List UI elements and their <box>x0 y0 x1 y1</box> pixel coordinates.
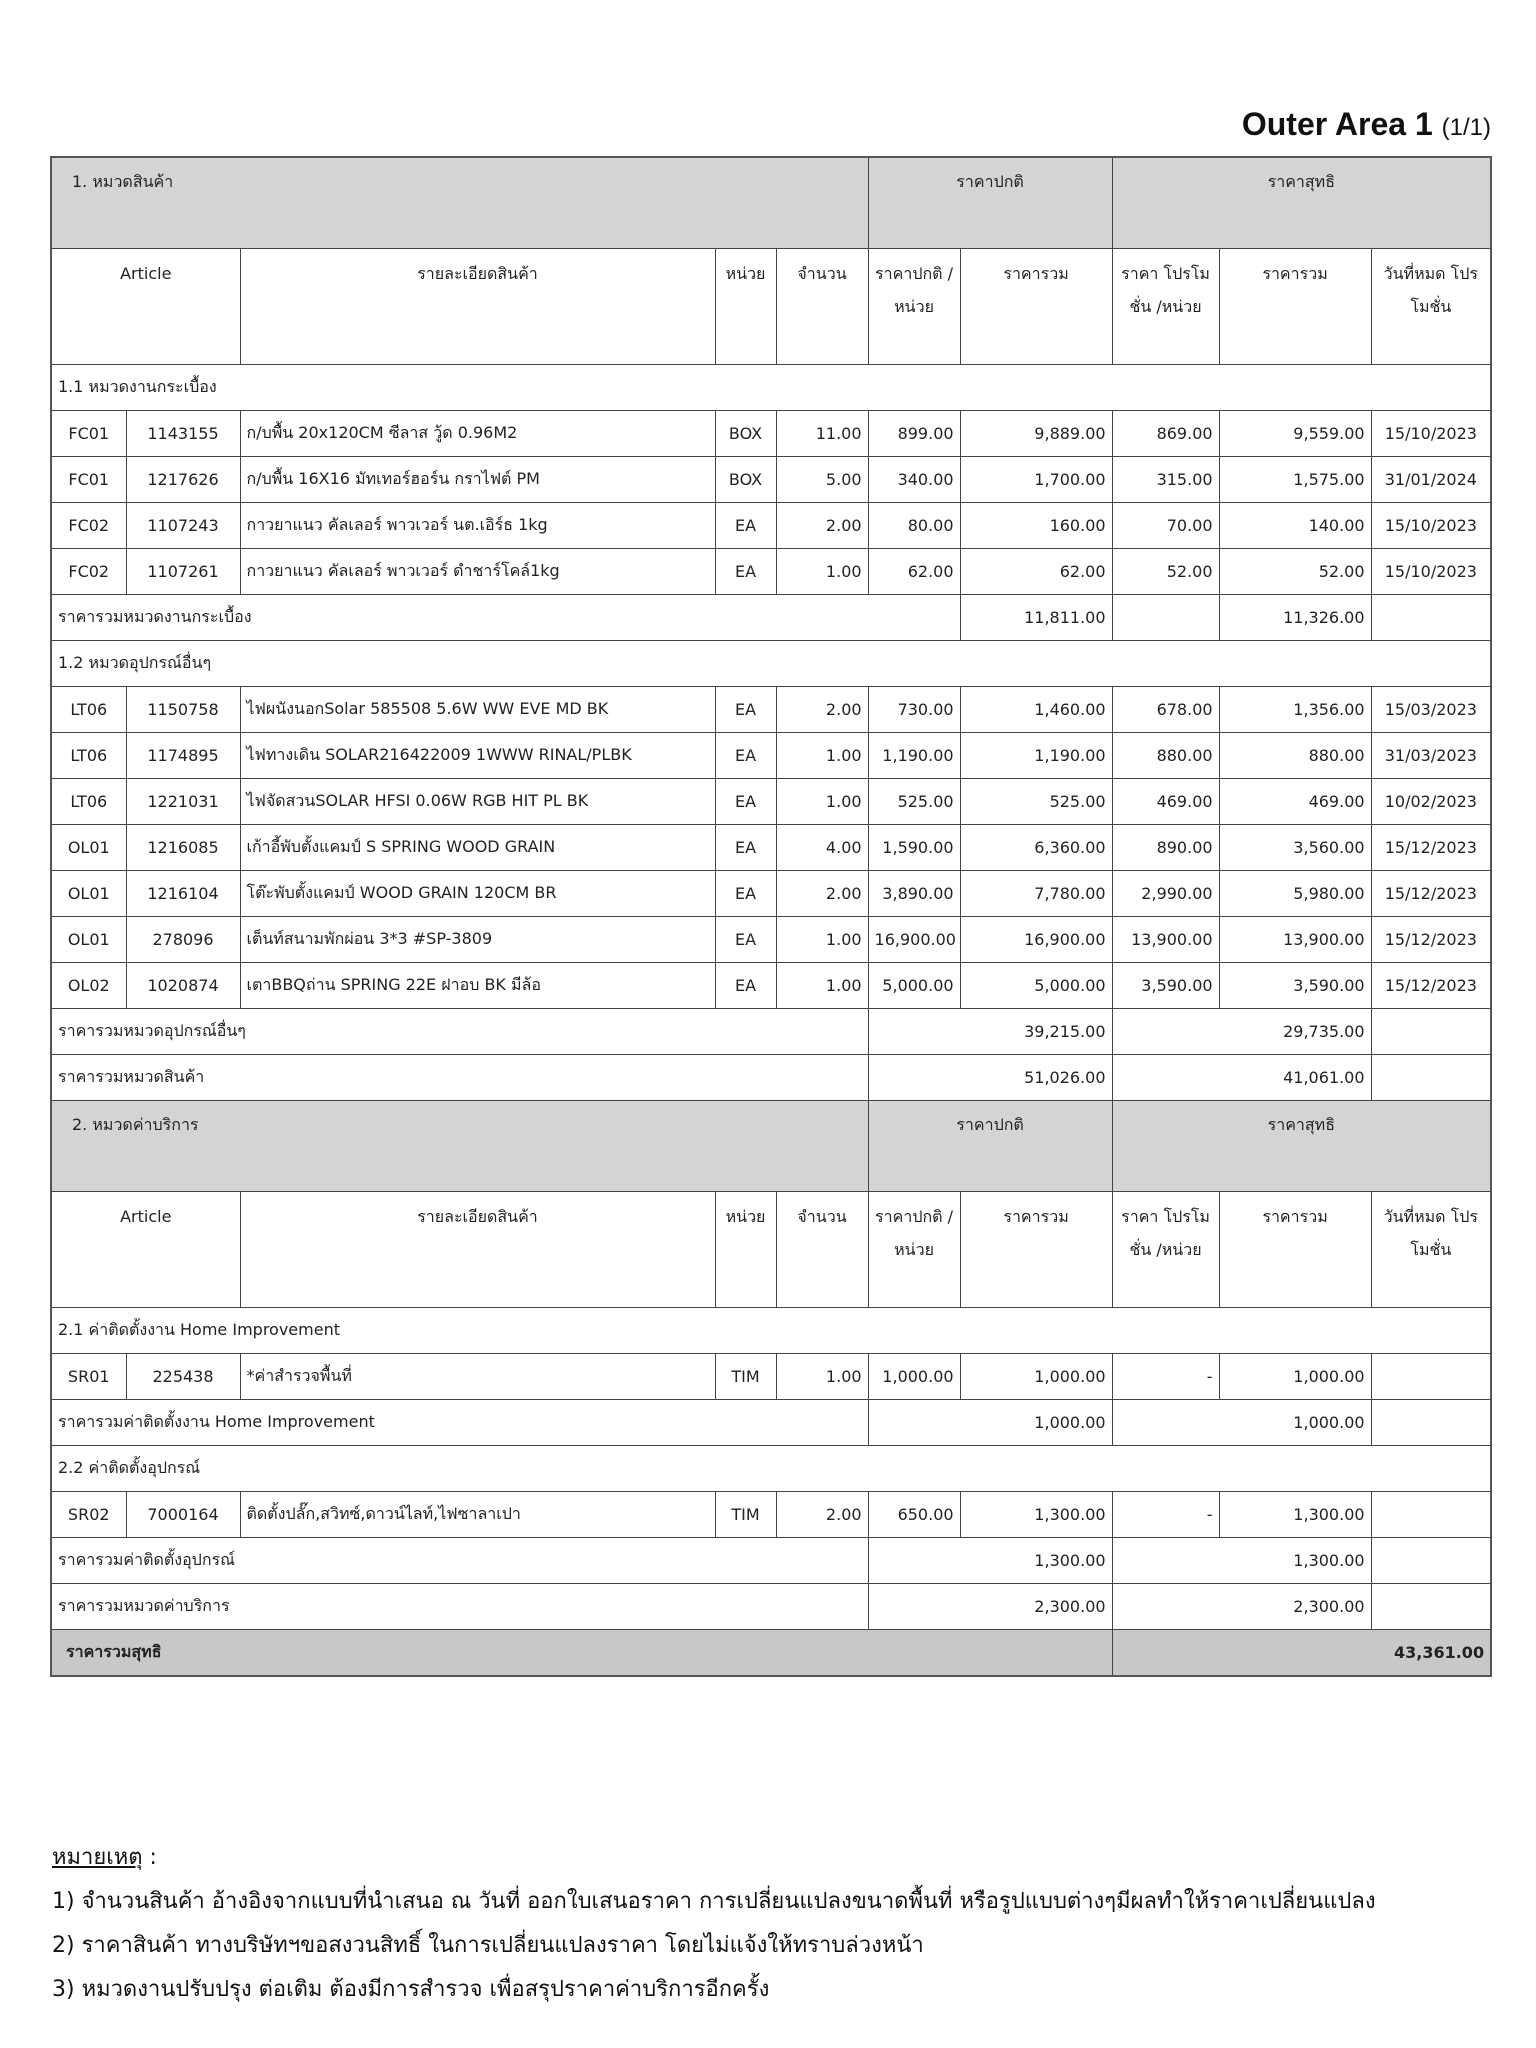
section-total-regular: 2,300.00 <box>868 1584 1112 1630</box>
item-promo-end-date: 31/01/2024 <box>1371 457 1491 503</box>
item-sku: 7000164 <box>126 1492 240 1538</box>
item-sku: 1107261 <box>126 549 240 595</box>
item-promo-unit-price: 890.00 <box>1112 825 1219 871</box>
section-total-net: 41,061.00 <box>1112 1055 1371 1101</box>
item-net-total: 5,980.00 <box>1219 871 1371 917</box>
item-code: OL01 <box>51 917 126 963</box>
notes <box>52 1836 1376 2012</box>
item-code: SR01 <box>51 1354 126 1400</box>
item-code: FC01 <box>51 411 126 457</box>
table-row <box>51 779 1491 825</box>
item-net-total: 880.00 <box>1219 733 1371 779</box>
subsection-row <box>51 1446 1491 1492</box>
item-promo-unit-price: 52.00 <box>1112 549 1219 595</box>
subtotal-regular: 39,215.00 <box>868 1009 1112 1055</box>
item-promo-unit-price: 869.00 <box>1112 411 1219 457</box>
page-title <box>1242 106 1491 143</box>
item-sku: 1143155 <box>126 411 240 457</box>
col-regular-unit-price: ราคาปกติ /หน่วย <box>868 1192 960 1308</box>
subsection-items <box>51 687 1491 1009</box>
item-promo-unit-price: 469.00 <box>1112 779 1219 825</box>
item-description: *ค่าสำรวจพื้นที่ <box>240 1354 715 1400</box>
subtotal-label: ราคารวมหมวดงานกระเบื้อง <box>51 595 960 641</box>
item-unit: TIM <box>715 1492 776 1538</box>
item-regular-total: 5,000.00 <box>960 963 1112 1009</box>
item-promo-end-date: 15/12/2023 <box>1371 963 1491 1009</box>
item-unit: EA <box>715 963 776 1009</box>
item-sku: 1150758 <box>126 687 240 733</box>
item-promo-unit-price: 678.00 <box>1112 687 1219 733</box>
item-promo-unit-price: 13,900.00 <box>1112 917 1219 963</box>
item-regular-unit-price: 340.00 <box>868 457 960 503</box>
col-net-total: ราคารวม <box>1219 1192 1371 1308</box>
item-unit: TIM <box>715 1354 776 1400</box>
section-title: 1. หมวดสินค้า <box>51 157 868 249</box>
table-row <box>51 825 1491 871</box>
item-sku: 278096 <box>126 917 240 963</box>
subtotal-regular: 11,811.00 <box>960 595 1112 641</box>
item-qty: 1.00 <box>776 1354 868 1400</box>
subsection-row <box>51 1308 1491 1354</box>
col-promo-unit-price: ราคา โปรโมชั่น /หน่วย <box>1112 249 1219 365</box>
item-sku: 1221031 <box>126 779 240 825</box>
item-qty: 1.00 <box>776 917 868 963</box>
section-total-row <box>51 1584 1491 1630</box>
section-total-label: ราคารวมหมวดค่าบริการ <box>51 1584 868 1630</box>
subtotal-row <box>51 1400 1491 1446</box>
table-row <box>51 687 1491 733</box>
item-promo-end-date: 10/02/2023 <box>1371 779 1491 825</box>
subtotal-row <box>51 1538 1491 1584</box>
item-regular-total: 16,900.00 <box>960 917 1112 963</box>
subtotal-label: ราคารวมค่าติดตั้งอุปกรณ์ <box>51 1538 868 1584</box>
regular-price-group-header: ราคาปกติ <box>868 157 1112 249</box>
item-description: เก้าอี้พับตั้งแคมป์ S SPRING WOOD GRAIN <box>240 825 715 871</box>
item-net-total: 9,559.00 <box>1219 411 1371 457</box>
item-promo-end-date: 15/12/2023 <box>1371 917 1491 963</box>
page-number: (1/1) <box>1441 114 1491 141</box>
subtotal-net: 29,735.00 <box>1112 1009 1371 1055</box>
item-regular-unit-price: 525.00 <box>868 779 960 825</box>
item-net-total: 3,560.00 <box>1219 825 1371 871</box>
net-price-group-header: ราคาสุทธิ <box>1112 157 1491 249</box>
item-code: LT06 <box>51 733 126 779</box>
subtotal-row <box>51 1009 1491 1055</box>
item-qty: 1.00 <box>776 963 868 1009</box>
item-sku: 1020874 <box>126 963 240 1009</box>
col-qty: จำนวน <box>776 1192 868 1308</box>
item-net-total: 469.00 <box>1219 779 1371 825</box>
item-regular-total: 1,190.00 <box>960 733 1112 779</box>
note-line: 2) ราคาสินค้า ทางบริษัทฯขอสงวนสิทธิ์ ในการเปลี่ยนแปลงราคา โดยไม่แจ้งให้ทราบล่วงหน้า <box>52 1933 924 1958</box>
col-description: รายละเอียดสินค้า <box>240 1192 715 1308</box>
subsection-title: 1.1 หมวดงานกระเบื้อง <box>51 365 1491 411</box>
table-row <box>51 503 1491 549</box>
item-qty: 2.00 <box>776 503 868 549</box>
table-row <box>51 1492 1491 1538</box>
subsection-title: 1.2 หมวดอุปกรณ์อื่นๆ <box>51 641 1491 687</box>
item-sku: 1217626 <box>126 457 240 503</box>
item-unit: EA <box>715 779 776 825</box>
item-unit: EA <box>715 687 776 733</box>
item-unit: EA <box>715 871 776 917</box>
col-article: Article <box>51 249 240 365</box>
item-unit: EA <box>715 825 776 871</box>
item-description: ไฟผนังนอกSolar 585508 5.6W WW EVE MD BK <box>240 687 715 733</box>
notes-colon: : <box>142 1845 157 1870</box>
item-regular-total: 1,000.00 <box>960 1354 1112 1400</box>
item-promo-end-date: 15/12/2023 <box>1371 871 1491 917</box>
subtotal-label: ราคารวมค่าติดตั้งงาน Home Improvement <box>51 1400 868 1446</box>
col-promo-unit-price: ราคา โปรโมชั่น /หน่วย <box>1112 1192 1219 1308</box>
subsection-row <box>51 365 1491 411</box>
section-total-net: 2,300.00 <box>1112 1584 1371 1630</box>
col-unit: หน่วย <box>715 1192 776 1308</box>
item-description: โต๊ะพับตั้งแคมป์ WOOD GRAIN 120CM BR <box>240 871 715 917</box>
item-qty: 4.00 <box>776 825 868 871</box>
section-total-row <box>51 1055 1491 1101</box>
item-description: กาวยาแนว คัลเลอร์ พาวเวอร์ นต.เอิร์ธ 1kg <box>240 503 715 549</box>
item-qty: 11.00 <box>776 411 868 457</box>
col-regular-unit-price: ราคาปกติ /หน่วย <box>868 249 960 365</box>
subtotal-regular: 1,000.00 <box>868 1400 1112 1446</box>
item-regular-unit-price: 3,890.00 <box>868 871 960 917</box>
item-regular-total: 9,889.00 <box>960 411 1112 457</box>
section-total-label: ราคารวมหมวดสินค้า <box>51 1055 868 1101</box>
item-description: ก/บพื้น 16X16 มัทเทอร์ฮอร์น กราไฟต์ PM <box>240 457 715 503</box>
table-row <box>51 1354 1491 1400</box>
item-net-total: 3,590.00 <box>1219 963 1371 1009</box>
item-regular-unit-price: 62.00 <box>868 549 960 595</box>
item-promo-unit-price: - <box>1112 1354 1219 1400</box>
subsection-row <box>51 641 1491 687</box>
subsection-title: 2.2 ค่าติดตั้งอุปกรณ์ <box>51 1446 1491 1492</box>
item-promo-end-date: 31/03/2023 <box>1371 733 1491 779</box>
item-description: เตาBBQถ่าน SPRING 22E ฝาอบ BK มีล้อ <box>240 963 715 1009</box>
col-qty: จำนวน <box>776 249 868 365</box>
item-code: LT06 <box>51 687 126 733</box>
item-description: ก/บพื้น 20x120CM ซีลาส วู้ด 0.96M2 <box>240 411 715 457</box>
item-sku: 1107243 <box>126 503 240 549</box>
item-promo-unit-price: 880.00 <box>1112 733 1219 779</box>
item-promo-unit-price: 70.00 <box>1112 503 1219 549</box>
item-regular-total: 1,700.00 <box>960 457 1112 503</box>
item-description: ไฟทางเดิน SOLAR216422009 1WWW RINAL/PLBK <box>240 733 715 779</box>
item-net-total: 1,000.00 <box>1219 1354 1371 1400</box>
item-regular-unit-price: 650.00 <box>868 1492 960 1538</box>
section-total-regular: 51,026.00 <box>868 1055 1112 1101</box>
regular-price-group-header: ราคาปกติ <box>868 1101 1112 1192</box>
item-regular-unit-price: 1,190.00 <box>868 733 960 779</box>
table-row <box>51 457 1491 503</box>
subtotal-label: ราคารวมหมวดอุปกรณ์อื่นๆ <box>51 1009 868 1055</box>
item-qty: 2.00 <box>776 687 868 733</box>
item-regular-total: 62.00 <box>960 549 1112 595</box>
column-header-row <box>51 1192 1491 1308</box>
section-header <box>51 157 1491 249</box>
col-net-total: ราคารวม <box>1219 249 1371 365</box>
item-regular-total: 1,300.00 <box>960 1492 1112 1538</box>
item-unit: EA <box>715 503 776 549</box>
item-unit: EA <box>715 917 776 963</box>
item-net-total: 1,300.00 <box>1219 1492 1371 1538</box>
item-promo-unit-price: 3,590.00 <box>1112 963 1219 1009</box>
subtotal-net: 1,000.00 <box>1112 1400 1371 1446</box>
item-sku: 1216085 <box>126 825 240 871</box>
item-regular-total: 1,460.00 <box>960 687 1112 733</box>
subtotal-regular: 1,300.00 <box>868 1538 1112 1584</box>
table-row <box>51 871 1491 917</box>
subtotal-net: 1,300.00 <box>1112 1538 1371 1584</box>
item-regular-total: 7,780.00 <box>960 871 1112 917</box>
grand-total-row <box>51 1630 1491 1677</box>
note-line: 1) จำนวนสินค้า อ้างอิงจากแบบที่นำเสนอ ณ วันที่ ออกใบเสนอราคา การเปลี่ยนแปลงขนาดพื้นที่ หรือรูปแบบต่างๆมีผลทำให้ราคาเปลี่ยนแปลง <box>52 1889 1376 1914</box>
item-regular-unit-price: 5,000.00 <box>868 963 960 1009</box>
col-promo-end-date: วันที่หมด โปรโมชั่น <box>1371 249 1491 365</box>
item-code: LT06 <box>51 779 126 825</box>
table-row <box>51 733 1491 779</box>
quotation-table <box>50 156 1492 1677</box>
item-net-total: 140.00 <box>1219 503 1371 549</box>
subsection-items <box>51 411 1491 595</box>
item-promo-unit-price: 2,990.00 <box>1112 871 1219 917</box>
item-regular-total: 6,360.00 <box>960 825 1112 871</box>
item-regular-unit-price: 1,590.00 <box>868 825 960 871</box>
item-promo-end-date <box>1371 1492 1491 1538</box>
item-code: FC01 <box>51 457 126 503</box>
section-title: 2. หมวดค่าบริการ <box>51 1101 868 1192</box>
item-description: ติดตั้งปลั๊ก,สวิทซ์,ดาวน์ไลท์,ไฟซาลาเปา <box>240 1492 715 1538</box>
note-line: 3) หมวดงานปรับปรุง ต่อเติม ต้องมีการสำรวจ เพื่อสรุปราคาค่าบริการอีกครั้ง <box>52 1977 770 2002</box>
item-sku: 1216104 <box>126 871 240 917</box>
item-description: กาวยาแนว คัลเลอร์ พาวเวอร์ ดำชาร์โคล์1kg <box>240 549 715 595</box>
item-code: OL01 <box>51 871 126 917</box>
table-row <box>51 411 1491 457</box>
col-promo-end-date: วันที่หมด โปรโมชั่น <box>1371 1192 1491 1308</box>
item-regular-unit-price: 80.00 <box>868 503 960 549</box>
item-sku: 1174895 <box>126 733 240 779</box>
col-unit: หน่วย <box>715 249 776 365</box>
item-promo-end-date: 15/10/2023 <box>1371 503 1491 549</box>
item-net-total: 1,575.00 <box>1219 457 1371 503</box>
item-promo-end-date <box>1371 1354 1491 1400</box>
item-net-total: 13,900.00 <box>1219 917 1371 963</box>
item-unit: EA <box>715 549 776 595</box>
item-promo-end-date: 15/10/2023 <box>1371 549 1491 595</box>
item-unit: EA <box>715 733 776 779</box>
item-qty: 5.00 <box>776 457 868 503</box>
subtotal-row <box>51 595 1491 641</box>
item-qty: 2.00 <box>776 1492 868 1538</box>
table-row <box>51 917 1491 963</box>
subtotal-net: 11,326.00 <box>1219 595 1371 641</box>
item-description: เต็นท์สนามพักผ่อน 3*3 #SP-3809 <box>240 917 715 963</box>
item-net-total: 1,356.00 <box>1219 687 1371 733</box>
item-qty: 2.00 <box>776 871 868 917</box>
column-header-row <box>51 249 1491 365</box>
col-regular-total: ราคารวม <box>960 249 1112 365</box>
item-code: OL02 <box>51 963 126 1009</box>
item-regular-total: 160.00 <box>960 503 1112 549</box>
item-qty: 1.00 <box>776 779 868 825</box>
item-code: FC02 <box>51 549 126 595</box>
subsection-title: 2.1 ค่าติดตั้งงาน Home Improvement <box>51 1308 1491 1354</box>
item-promo-end-date: 15/10/2023 <box>1371 411 1491 457</box>
table-row <box>51 549 1491 595</box>
item-regular-total: 525.00 <box>960 779 1112 825</box>
item-regular-unit-price: 16,900.00 <box>868 917 960 963</box>
item-regular-unit-price: 1,000.00 <box>868 1354 960 1400</box>
item-promo-unit-price: 315.00 <box>1112 457 1219 503</box>
item-net-total: 52.00 <box>1219 549 1371 595</box>
item-unit: BOX <box>715 411 776 457</box>
col-description: รายละเอียดสินค้า <box>240 249 715 365</box>
item-promo-end-date: 15/03/2023 <box>1371 687 1491 733</box>
item-code: FC02 <box>51 503 126 549</box>
notes-heading-line <box>52 1836 1376 1880</box>
item-promo-end-date: 15/12/2023 <box>1371 825 1491 871</box>
notes-heading: หมายเหตุ <box>52 1845 143 1870</box>
grand-total-label: ราคารวมสุทธิ <box>51 1630 1112 1677</box>
item-unit: BOX <box>715 457 776 503</box>
item-code: SR02 <box>51 1492 126 1538</box>
table-row <box>51 963 1491 1009</box>
item-description: ไฟจัดสวนSOLAR HFSI 0.06W RGB HIT PL BK <box>240 779 715 825</box>
page-title-text: Outer Area 1 <box>1241 106 1433 142</box>
grand-total-value: 43,361.00 <box>1112 1630 1491 1677</box>
item-sku: 225438 <box>126 1354 240 1400</box>
col-article: Article <box>51 1192 240 1308</box>
net-price-group-header: ราคาสุทธิ <box>1112 1101 1491 1192</box>
col-regular-total: ราคารวม <box>960 1192 1112 1308</box>
item-regular-unit-price: 899.00 <box>868 411 960 457</box>
item-code: OL01 <box>51 825 126 871</box>
section-header <box>51 1101 1491 1192</box>
item-promo-unit-price: - <box>1112 1492 1219 1538</box>
item-qty: 1.00 <box>776 549 868 595</box>
item-regular-unit-price: 730.00 <box>868 687 960 733</box>
item-qty: 1.00 <box>776 733 868 779</box>
